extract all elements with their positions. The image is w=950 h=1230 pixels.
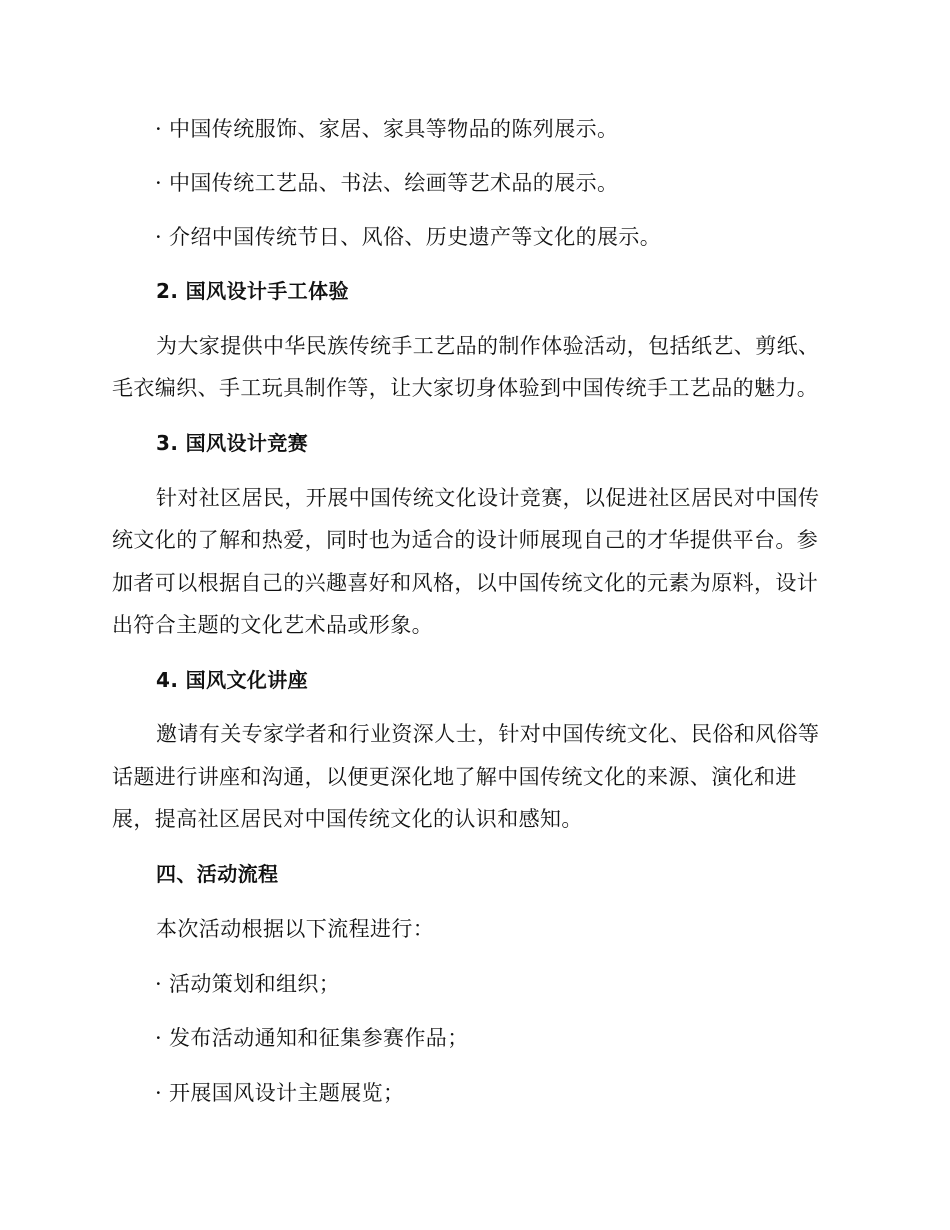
list-item: [155, 222, 661, 252]
bullet-marker: ·: [155, 1081, 163, 1105]
paragraph-line: 毛衣编织、手工玩具制作等，让大家切身体验到中国传统手工艺品的魅力。: [112, 376, 819, 400]
bullet-marker: ·: [155, 171, 163, 195]
list-item: [155, 1023, 469, 1053]
paragraph-line: 邀请有关专家学者和行业资深人士，针对中国传统文化、民俗和风俗等: [156, 722, 820, 746]
list-item-text: 发布活动通知和征集参赛作品；: [169, 1026, 469, 1050]
list-item: [155, 969, 340, 999]
list-item-text: 活动策划和组织；: [169, 972, 341, 996]
paragraph-line: 本次活动根据以下流程进行：: [156, 917, 435, 941]
list-item: [155, 168, 618, 198]
paragraph-line: 针对社区居民，开展中国传统文化设计竞赛，以促进社区居民对中国传: [156, 486, 820, 510]
paragraph-line: 统文化的了解和热爱，同时也为适合的设计师展现自己的才华提供平台。参: [112, 528, 819, 552]
list-item-text: 中国传统工艺品、书法、绘画等艺术品的展示。: [169, 171, 619, 195]
paragraph-line: 出符合主题的文化艺术品或形象。: [112, 613, 433, 637]
paragraph-line: 展，提高社区居民对中国传统文化的认识和感知。: [112, 807, 583, 831]
list-item-text: 介绍中国传统节日、风俗、历史遗产等文化的展示。: [169, 225, 662, 249]
section-heading: 4. 国风文化讲座: [156, 668, 309, 692]
paragraph-line: 加者可以根据自己的兴趣喜好和风格，以中国传统文化的元素为原料，设计: [112, 571, 819, 595]
list-item-text: 中国传统服饰、家居、家具等物品的陈列展示。: [169, 117, 619, 141]
list-item-text: 开展国风设计主题展览；: [169, 1081, 405, 1105]
section-heading: 2. 国风设计手工体验: [156, 279, 349, 303]
section-heading: 四、活动流程: [156, 862, 279, 886]
list-item: [155, 1078, 404, 1108]
bullet-marker: ·: [155, 1026, 163, 1050]
bullet-marker: ·: [155, 225, 163, 249]
section-heading: 3. 国风设计竞赛: [156, 431, 309, 455]
bullet-marker: ·: [155, 117, 163, 141]
paragraph-line: 话题进行讲座和沟通，以便更深化地了解中国传统文化的来源、演化和进: [112, 765, 797, 789]
list-item: [155, 114, 618, 144]
paragraph-line: 为大家提供中华民族传统手工艺品的制作体验活动，包括纸艺、剪纸、: [156, 334, 820, 358]
bullet-marker: ·: [155, 972, 163, 996]
